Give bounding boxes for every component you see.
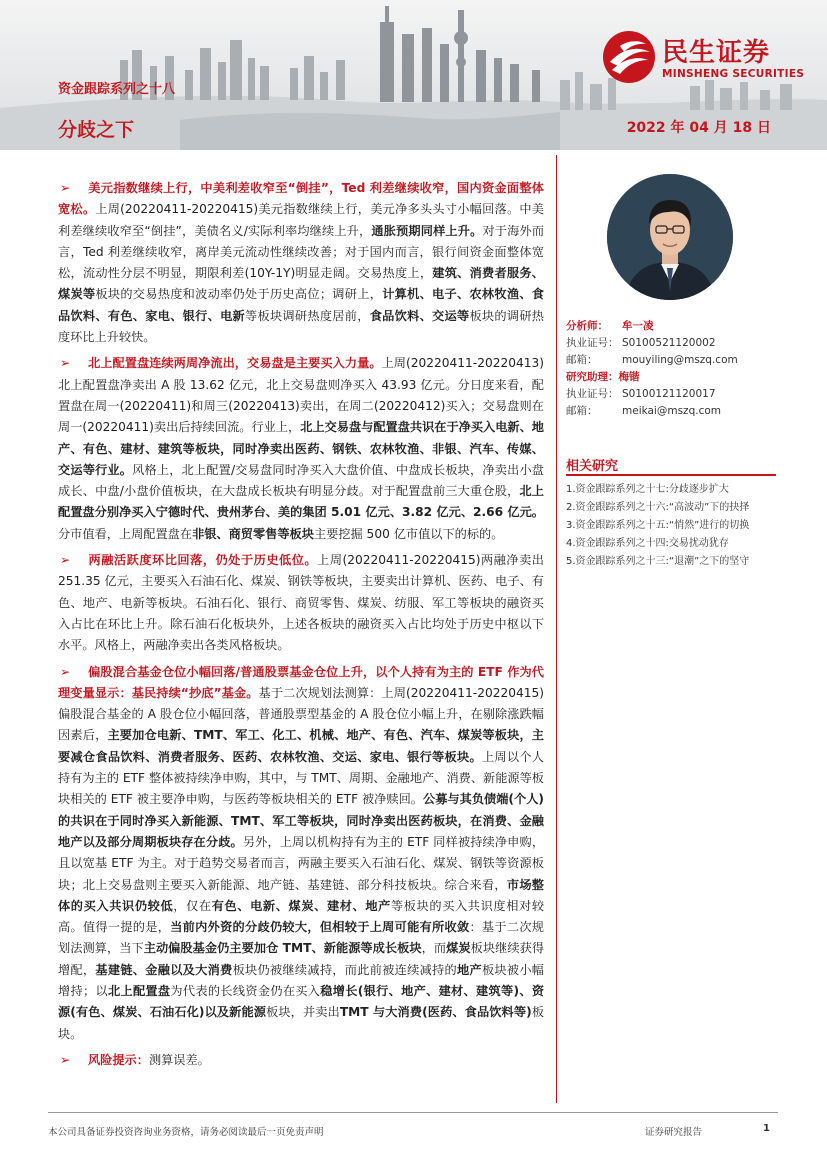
report-date: 2022 年 04 月 18 日 [626,120,771,136]
analyst-row [566,318,738,335]
paragraph-bold: 北上配置盘 [107,983,171,998]
cert-label: 执业证号： [566,388,619,400]
paragraph-text: 上周(20220411-20220415)美元指数继续上行，美元净多头头寸小幅回落。中美利差继续收窄至“倒挂”，美债名义/实际利率均继续上升， [58,202,544,238]
paragraph-text: 风格上，北上配置/交易盘同时净买入大盘价值、中盘成长板块，净卖出小盘成长、中盘/小盘价值板块，在大盘成长板块有明显分歧。对于配置盘前三大重仓股， [58,462,544,499]
summary-paragraph-1 [58,178,544,348]
summary-body [58,178,544,1076]
paragraph-text: 另外，上周以机构持有为主的 ETF 同样被持续净申购，且以宽基 ETF 为主。对于趋势交易者而言，两融主要买入石油石化、煤炭、钢铁等资源板块；北上交易盘则主要买入新能源、地产链、基建链、部分科技板块。综合来看， [58,834,545,892]
paragraph-lead: 风险提示： [88,1052,149,1067]
related-research-divider [566,474,776,476]
paragraph-bold: 计算机、电子、农林牧渔、食品饮料、有色、家电、银行、电新 [58,287,544,323]
bullet-arrow-icon: ➢ [60,356,71,371]
paragraph-bold: 北上交易盘与配置盘共识在于净买入电新、地产、有色、建材、建筑等板块，同时净卖出医药、钢铁、农林牧渔、非银、汽车、传媒、交运等行业。 [58,420,544,477]
paragraph-text: 分市值看，上周配置盘在 [58,526,193,541]
paragraph-bold: 食品饮料、交运等 [369,308,470,323]
paragraph-bold: 市场整体的买入共识仍较低 [58,877,544,913]
paragraph-text: 主要挖掘 500 亿市值以下的标的。 [313,526,504,541]
paragraph-lead: 美元指数继续上行，中美利差收窄至“倒挂”，Ted 利差继续收窄，国内资金面整体宽松。 [58,181,544,217]
assistant-label: 研究助理： [566,371,619,383]
related-research-item[interactable]: 2.资金跟踪系列之十六:“高波动”下的抉择 [566,502,750,513]
paragraph-bold: 有色、电新、煤炭、建材、地产 [211,898,391,913]
paragraph-text: 测算误差。 [148,1052,210,1067]
logo-emblem-icon [600,28,658,86]
bullet-arrow-icon: ➢ [60,553,71,568]
footer-divider [48,1112,778,1113]
paragraph-text: 板块仍被继续减持，而此前被连续减持的 [232,962,457,977]
footer-report-type: 证券研究报告 [645,1127,703,1138]
paragraph-text: 板块继续获得增配， [58,941,545,977]
paragraph-lead: 两融活跃度环比回落，仍处于历史低位。 [88,553,318,568]
paragraph-bold: 通胀预期同样上升。 [371,223,483,238]
logo-chinese-name: 民生证券 [662,38,771,68]
paragraph-text: ，而 [421,941,447,956]
paragraph-bold: 公募与其负债端(个人)的共识在于同时净买入新能源、TMT、军工等板块，同时净卖出医药板块，在消费、金融地产以及部分周期板块存在分歧。 [58,792,544,849]
paragraph-text: 板块，并卖出 [266,1005,340,1020]
paragraph-lead: 北上配置盘连续两周净流出，交易盘是主要买入力量。 [88,356,382,371]
related-research-item[interactable]: 4.资金跟踪系列之十四:交易扰动犹存 [566,538,729,549]
company-logo [600,28,810,88]
paragraph-text: 板块被小幅增持；以 [58,962,544,998]
paragraph-bold: 主要加仓电新、TMT、军工、化工、机械、地产、有色、汽车、煤炭等板块，主要减仓食品饮料、消费者服务、医药、农林牧渔、交运、家电、银行等板块。 [58,728,544,764]
assistant-row [566,369,738,386]
footer-disclaimer: 本公司具备证券投资咨询业务资格，请务必阅读最后一页免责声明 [48,1127,324,1138]
analyst-email[interactable]: mouyiling@mszq.com [622,354,738,366]
analyst-portrait-icon [607,174,733,300]
report-title: 分歧之下 [58,119,135,141]
paragraph-bold: 地产 [457,962,482,977]
paragraph-text: 等板块调研热度居前， [245,308,370,323]
paragraph-text: 板块的调研热度环比上升较快。 [58,308,544,345]
analyst-cert-row [566,335,738,352]
summary-paragraph-3 [58,550,544,656]
analyst-label: 分析师： [566,320,608,332]
paragraph-text: 上周以个人持有为主的 ETF 整体被持续净申购，其中，与 TMT、周期、金融地产、消费、新能源等板块相关的 ETF 被主要净申购，与医药等板块相关的 ETF 被净赎回。 [58,749,544,807]
paragraph-text: 上周(20220411-20220413)北上配置盘净卖出 A 股 13.62 亿元，北上交易盘则净买入 43.93 亿元。分日度来看，配置盘在周一(20220411)和周三(20220413)卖出，在周二(20220412)买入；交易盘则在周一(20220411)卖出后持续回流。行业上， [58,356,544,435]
paragraph-bold: 煤炭 [446,941,471,956]
report-series: 资金跟踪系列之十八 [58,82,176,97]
paragraph-text: 板块。 [58,1005,545,1041]
email-label: 邮箱： [566,405,598,417]
cert-label: 执业证号： [566,337,619,349]
analyst-info [566,318,738,420]
paragraph-text: ：基于二次规划法测算，当下 [58,920,544,956]
paragraph-bold: 基建链、金融以及大消费 [95,962,233,977]
paragraph-text: 上周(20220411-20220415)两融净卖出 251.35 亿元，主要买入石油石化、煤炭、钢铁等板块，主要卖出计算机、医药、电子、有色、地产、电新等板块。石油石化、银行、商贸零售、煤炭、纺服、军工等板块的融资买入占比在环比上升。除石油石化板块外，上述各板块的融资买入占比均处于历史中枢以下水平。风格上，两融净卖出各类风格板块。 [58,553,544,653]
bullet-arrow-icon: ➢ [60,1052,71,1067]
related-research-list [566,481,749,571]
assistant-cert: S0100121120017 [622,388,716,400]
paragraph-bold: 稳增长(银行、地产、建材、建筑等)、资源(有色、煤炭、石油石化)以及新能源 [58,983,545,1020]
related-research-item[interactable]: 1.资金跟踪系列之十七:分歧逐步扩大 [566,484,729,495]
assistant-cert-row [566,386,738,403]
page-number: 1 [763,1123,770,1134]
logo-english-name: MINSHENG SECURITIES [662,68,805,80]
paragraph-text: 板块的交易热度和波动率仍处于历史高位；调研上， [95,287,383,302]
paragraph-text: ，仅在 [173,898,212,913]
header-banner [0,0,827,150]
column-divider [556,155,557,1103]
paragraph-text: 为代表的长线资金仍在买入 [170,983,321,998]
paragraph-text: 基于二次规划法测算：上周(20220411-20220415)偏股混合基金的 A 股仓位小幅回落，普通股票型基金的 A 股仓位小幅上升，在剔除涨跌幅因素后， [58,685,544,743]
paragraph-lead: 偏股混合基金仓位小幅回落/普通股票基金仓位上升，以个人持有为主的 ETF 作为代理变量显示：基民持续“抄底”基金。 [58,664,544,700]
bullet-arrow-icon: ➢ [60,181,71,195]
bullet-arrow-icon: ➢ [60,664,71,679]
paragraph-bold: 当前内外资的分歧仍较大，但相较于上周可能有所收敛 [170,920,470,935]
assistant-email-row [566,403,738,420]
summary-paragraph-2 [58,353,544,545]
analyst-email-row [566,352,738,369]
paragraph-bold: 建筑、消费者服务、煤炭等 [58,266,544,302]
analyst-photo [607,174,733,300]
paragraph-text: 等板块的买入共识度相对较高。值得一提的是， [58,898,545,935]
assistant-name: 梅锴 [618,371,640,383]
paragraph-bold: 主动偏股基金仍主要加仓 TMT、新能源等成长板块 [143,941,422,956]
analyst-name: 牟一凌 [622,320,654,332]
related-research-title: 相关研究 [566,459,619,474]
email-label: 邮箱： [566,354,598,366]
paragraph-bold: TMT 与大消费(医药、食品饮料等) [339,1005,532,1020]
analyst-cert: S0100521120002 [622,337,716,349]
paragraph-text: 对于海外而言，Ted 利差继续收窄，离岸美元流动性继续改善；对于国内而言，银行间资金面整体宽松，流动性分层不明显，期限利差(10Y-1Y)明显走阔。交易热度上， [58,223,545,281]
summary-paragraph-5 [58,1050,544,1071]
paragraph-bold: 非银、商贸零售等板块 [192,526,314,541]
related-research-item[interactable]: 5.资金跟踪系列之十三:“退潮”之下的坚守 [566,556,750,567]
assistant-email[interactable]: meikai@mszq.com [622,405,721,417]
related-research-item[interactable]: 3.资金跟踪系列之十五:“悄然”进行的切换 [566,520,750,531]
paragraph-bold: 北上配置盘分别净买入宁德时代、贵州茅台、美的集团 5.01 亿元、3.82 亿元、2.66 亿元。 [58,484,544,520]
summary-paragraph-4 [58,662,544,1045]
